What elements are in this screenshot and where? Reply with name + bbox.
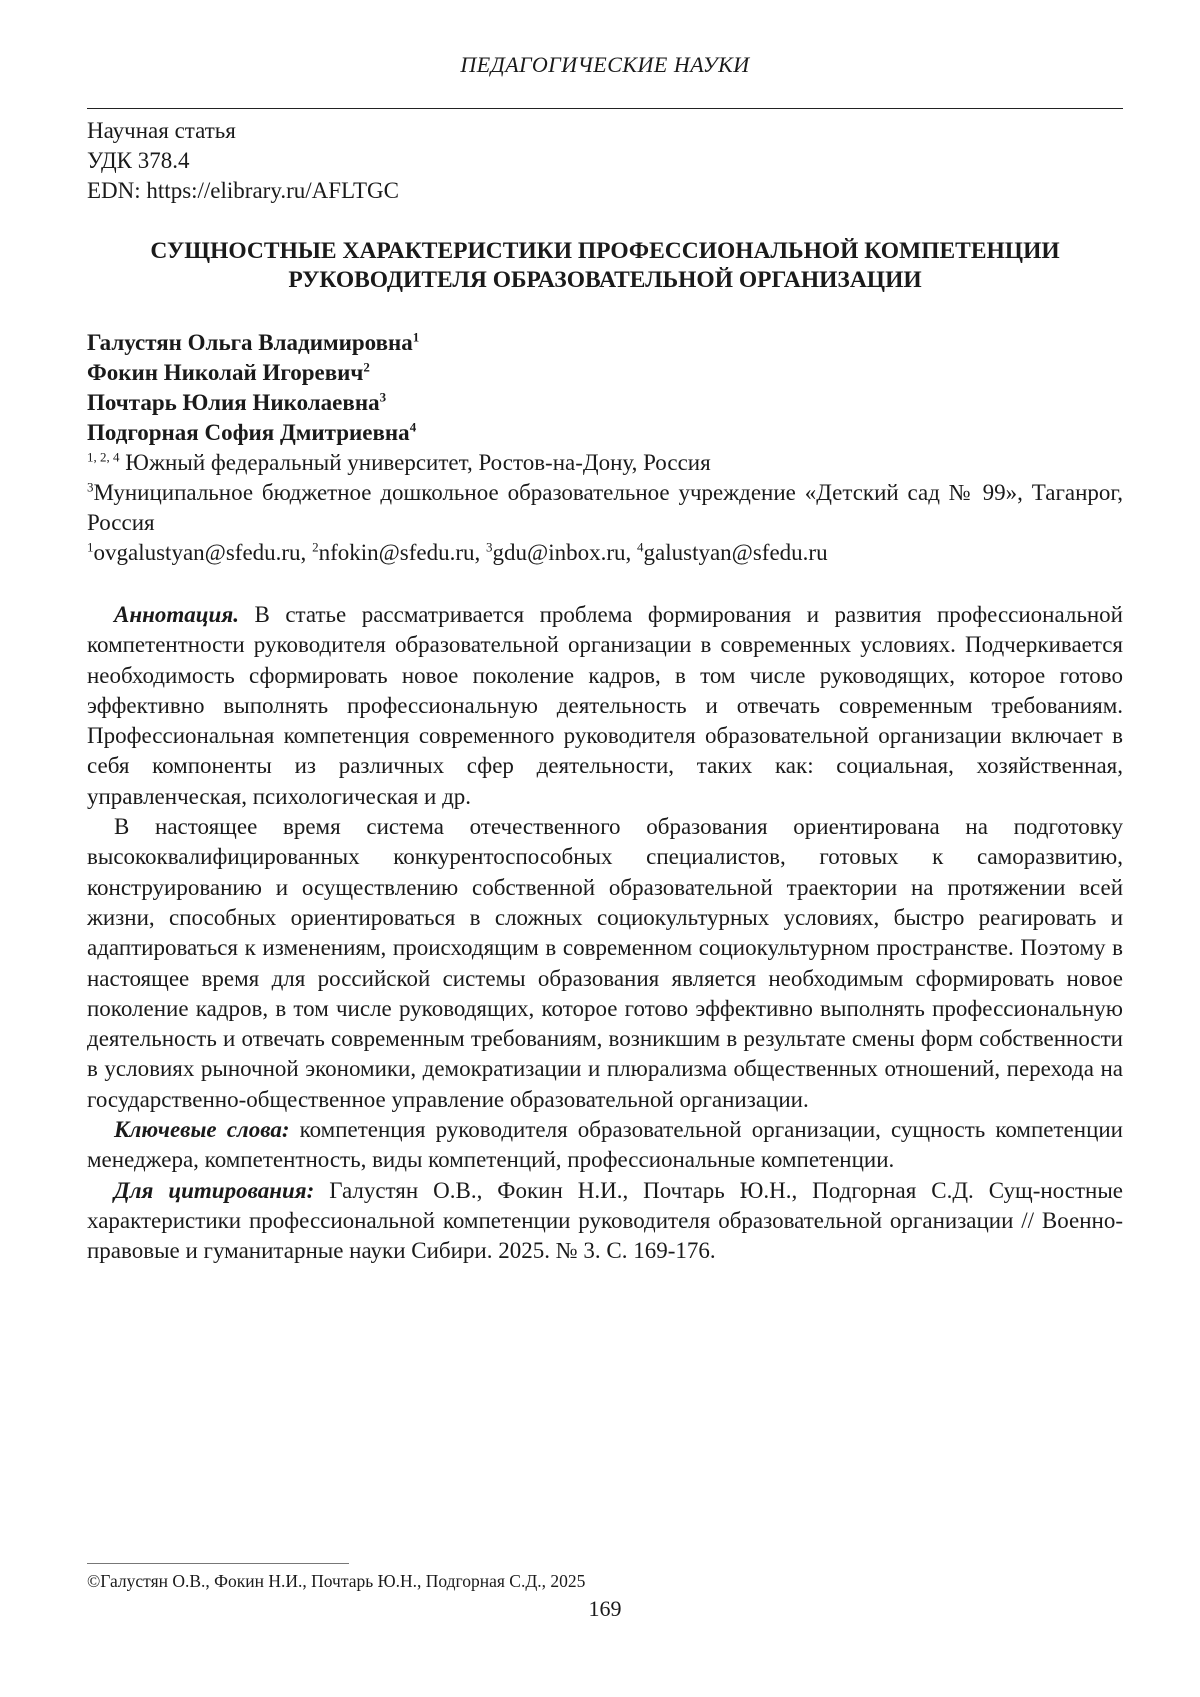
copyright-footnote: ©Галустян О.В., Фокин Н.И., Почтарь Ю.Н., Подгорная С.Д., 2025	[87, 1571, 586, 1591]
author-name: Почтарь Юлия Николаевна$^3$	[87, 389, 387, 415]
abstract-label: Аннотация.	[114, 602, 239, 627]
affiliation-1: $^{1, 2, 4}$ Южный федеральный университет, Ростов-на-Дону, Россия	[87, 449, 711, 475]
keywords-label: Ключевые слова:	[114, 1117, 290, 1143]
author-name: Фокин Николай Игоревич$^2$	[87, 359, 370, 385]
article-title-line-1: СУЩНОСТНЫЕ ХАРАКТЕРИСТИКИ ПРОФЕССИОНАЛЬНОЙ КОМПЕТЕНЦИИ	[150, 238, 1060, 264]
author-emails: $^1$ovgalustyan@sfedu.ru, $^2$nfokin@sfedu.ru, $^3$gdu@inbox.ru, $^4$galustyan@sfedu.ru	[87, 539, 828, 565]
article-title	[87, 237, 1123, 295]
email-link[interactable]: nfokin@sfedu.ru,	[318, 540, 481, 565]
edn-link: EDN: https://elibrary.ru/AFLTGC	[87, 178, 399, 203]
article-page	[87, 0, 1123, 1697]
header-divider	[87, 108, 1123, 109]
author-name: Галустян Ольга Владимировна$^1$	[87, 329, 420, 355]
footnote-divider	[87, 1563, 349, 1564]
abstract-paragraph-1: Аннотация. В статье рассматривается проблема формирования и развития профессиональной компетентности руководителя образовательной организации в современных условиях. Подчеркивается необходимость сформировать новое поколение кадров, в том числе руководящих, которое готово эффективно выполнять профессиональную деятельность и отвечать современным требованиям. Профессиональная компетенция современного руководителя образовательной организации включает в себя компоненты из различных сфер деятельности, таких как: социальная, хозяйственная, управленческая, психологическая и др.	[87, 602, 1123, 809]
author-name: Подгорная София Дмитриевна$^4$	[87, 419, 417, 445]
article-type: Научная статья	[87, 118, 236, 143]
affiliation-2: $^3$Муниципальное бюджетное дошкольное образовательное учреждение «Детский сад № 99», Таганрог, Россия	[87, 479, 1123, 535]
email-link[interactable]: gdu@inbox.ru,	[492, 540, 632, 565]
page-number: 169	[588, 1596, 622, 1621]
citation-paragraph: Для цитирования: Галустян О.В., Фокин Н.И., Почтарь Ю.Н., Подгорная С.Д. Сущ-ностные характеристики профессиональной компетенции руководителя образовательной организации // Военно-правовые и гуманитарные науки Сибири. 2025. № 3. С. 169-176.	[87, 1177, 1123, 1264]
email-link[interactable]: galustyan@sfedu.ru	[643, 540, 828, 565]
journal-section-header: ПЕДАГОГИЧЕСКИЕ НАУКИ	[460, 52, 750, 77]
keywords-paragraph: Ключевые слова: компетенция руководителя образовательной организации, сущность компетенции менеджера, компетентность, виды компетенций, профессиональные компетенции.	[87, 1117, 1123, 1173]
abstract-section	[87, 600, 1123, 1267]
article-title-line-2: РУКОВОДИТЕЛЯ ОБРАЗОВАТЕЛЬНОЙ ОРГАНИЗАЦИИ	[288, 267, 922, 293]
authors-block	[87, 328, 1123, 568]
abstract-paragraph-2: В настоящее время система отечественного образования ориентирована на подготовку высококвалифицированных конкурентоспособных специалистов, готовых к саморазвитию, конструированию и осуществлению собственной образовательной траектории на протяжении всей жизни, способных ориентироваться в сложных социокультурных условиях, быстро реагировать и адаптироваться к изменениям, происходящим в современном социокультурном пространстве. Поэтому в настоящее время для российской системы образования является необходимым сформировать новое поколение кадров, в том числе руководящих, которое готово эффективно выполнять профессиональную деятельность и отвечать современным требованиям, возникшим в результате смены форм собственности в условиях рыночной экономики, демократизации и плюрализма общественных отношений, перехода на государственно-общественное управление образовательной организации.	[87, 814, 1123, 1112]
email-link[interactable]: ovgalustyan@sfedu.ru,	[93, 540, 307, 565]
udc-code: УДК 378.4	[87, 148, 190, 173]
article-meta	[87, 116, 399, 206]
citation-label: Для цитирования:	[114, 1177, 315, 1203]
